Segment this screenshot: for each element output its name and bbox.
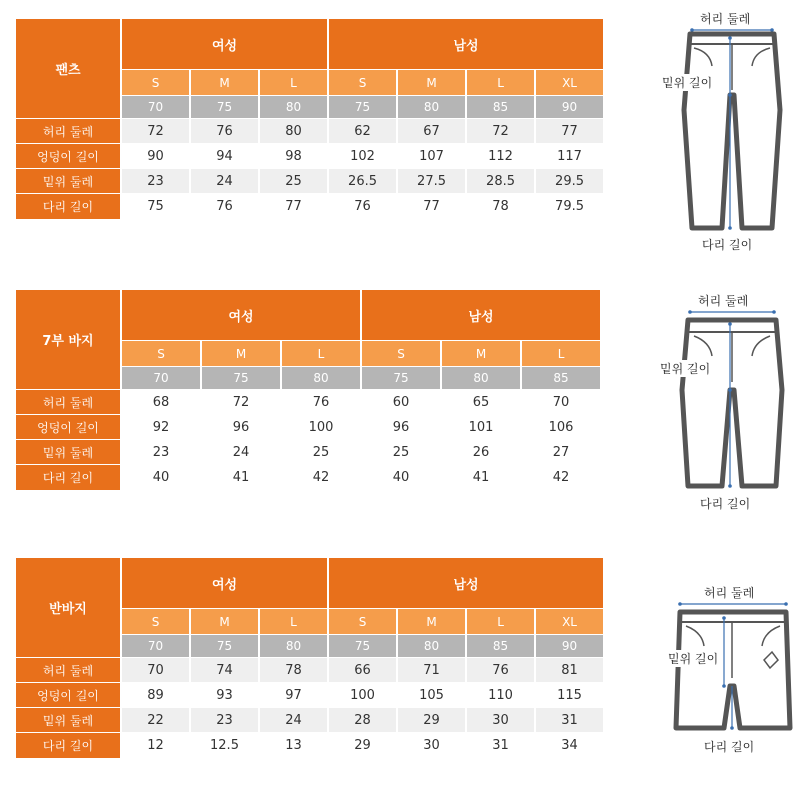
row-label: 다리 길이	[16, 465, 120, 490]
rise-label: 밑위 길이	[660, 362, 711, 376]
size-number: 80	[260, 635, 327, 657]
value-cell: 25	[392, 444, 410, 460]
size-number: 90	[536, 96, 603, 118]
value-cell: 89	[147, 687, 164, 703]
size-number: 75	[202, 367, 280, 389]
value-cell: 24	[191, 169, 258, 193]
table-title: 7부 바지	[16, 290, 120, 389]
value-cell: 72	[467, 119, 534, 143]
value-cell: 70	[552, 394, 570, 410]
value-cell: 65	[472, 394, 490, 410]
value-cell: 101	[468, 419, 494, 435]
value-cell: 76	[191, 119, 258, 143]
leg-label: 다리 길이	[702, 238, 753, 252]
value-cell: 29.5	[536, 169, 603, 193]
size-number: 70	[122, 367, 200, 389]
size-label: M	[191, 70, 258, 95]
row-label: 밑위 둘레	[16, 708, 120, 732]
size-label: L	[260, 70, 327, 95]
women-header: 여성	[122, 558, 327, 608]
value-cell: 30	[423, 738, 440, 753]
table-row	[16, 169, 603, 193]
value-cell: 66	[329, 658, 396, 682]
size-label: L	[260, 609, 327, 634]
men-header: 남성	[329, 558, 603, 608]
value-cell: 94	[216, 148, 233, 164]
size-label: L	[522, 341, 600, 366]
value-cell: 106	[548, 419, 574, 435]
value-cell: 67	[398, 119, 465, 143]
value-cell: 77	[423, 199, 440, 214]
value-cell: 29	[398, 708, 465, 732]
value-cell: 79.5	[555, 199, 584, 214]
size-table-shorts	[14, 557, 605, 759]
value-cell: 80	[260, 119, 327, 143]
value-cell: 70	[122, 658, 189, 682]
value-cell: 77	[536, 119, 603, 143]
shorts-outline-icon	[668, 582, 796, 757]
value-cell: 78	[260, 658, 327, 682]
value-cell: 60	[392, 394, 410, 410]
value-cell: 100	[350, 687, 375, 703]
value-cell: 71	[398, 658, 465, 682]
value-cell: 12.5	[210, 738, 239, 753]
row-label: 엉덩이 길이	[16, 415, 120, 439]
value-cell: 23	[122, 169, 189, 193]
value-cell: 31	[536, 708, 603, 732]
table-row	[16, 144, 603, 168]
value-cell: 24	[232, 444, 250, 460]
value-cell: 110	[488, 687, 513, 703]
size-label: S	[122, 70, 189, 95]
value-cell: 23	[191, 708, 258, 732]
size-label: S	[329, 70, 396, 95]
size-label: M	[398, 609, 465, 634]
size-number: 75	[329, 96, 396, 118]
value-cell: 90	[147, 148, 164, 164]
size-number: 80	[398, 96, 465, 118]
size-label: M	[398, 70, 465, 95]
size-label: XL	[536, 70, 603, 95]
value-cell: 76	[312, 394, 330, 410]
size-table-pants	[14, 18, 605, 220]
value-cell: 98	[285, 148, 302, 164]
size-label: XL	[536, 609, 603, 634]
rise-label: 밑위 길이	[668, 652, 719, 666]
value-cell: 115	[557, 687, 582, 703]
row-label: 다리 길이	[16, 194, 120, 219]
row-label: 허리 둘레	[16, 390, 120, 414]
value-cell: 72	[122, 119, 189, 143]
size-number: 75	[191, 96, 258, 118]
size-label: L	[467, 609, 534, 634]
leg-label: 다리 길이	[700, 497, 751, 511]
value-cell: 97	[285, 687, 302, 703]
pants-diagram	[662, 0, 792, 262]
table-title: 팬츠	[16, 19, 120, 118]
table-row	[16, 683, 603, 707]
row-label: 엉덩이 길이	[16, 683, 120, 707]
rise-label: 밑위 길이	[662, 76, 713, 90]
men-header: 남성	[362, 290, 600, 340]
size-label: M	[202, 341, 280, 366]
value-cell: 12	[147, 738, 164, 753]
size-number: 75	[329, 635, 396, 657]
value-cell: 41	[232, 470, 250, 485]
value-cell: 102	[350, 148, 375, 164]
waist-label: 허리 둘레	[704, 586, 755, 600]
size-table-cropped	[14, 289, 602, 491]
table-row	[16, 415, 600, 439]
value-cell: 93	[216, 687, 233, 703]
value-cell: 62	[329, 119, 396, 143]
value-cell: 100	[308, 419, 334, 435]
cropped-pants-diagram	[660, 290, 792, 515]
size-label: S	[362, 341, 440, 366]
value-cell: 96	[232, 419, 250, 435]
waist-label: 허리 둘레	[700, 12, 751, 26]
value-cell: 40	[392, 470, 410, 485]
row-label: 엉덩이 길이	[16, 144, 120, 168]
value-cell: 72	[232, 394, 250, 410]
size-label: S	[329, 609, 396, 634]
row-label: 밑위 둘레	[16, 169, 120, 193]
value-cell: 68	[152, 394, 170, 410]
value-cell: 13	[285, 738, 302, 753]
row-label: 다리 길이	[16, 733, 120, 758]
women-header: 여성	[122, 19, 327, 69]
table-row	[16, 194, 603, 219]
value-cell: 105	[419, 687, 444, 703]
value-cell: 75	[147, 199, 164, 214]
table-row	[16, 119, 603, 143]
value-cell: 34	[561, 738, 578, 753]
size-number: 70	[122, 635, 189, 657]
value-cell: 30	[467, 708, 534, 732]
value-cell: 28.5	[467, 169, 534, 193]
size-label: S	[122, 341, 200, 366]
table-row	[16, 658, 603, 682]
value-cell: 41	[472, 470, 490, 485]
size-number: 85	[467, 635, 534, 657]
size-number: 90	[536, 635, 603, 657]
value-cell: 25	[260, 169, 327, 193]
value-cell: 76	[216, 199, 233, 214]
table-row	[16, 733, 603, 758]
size-label: L	[282, 341, 360, 366]
row-label: 허리 둘레	[16, 658, 120, 682]
table-row	[16, 390, 600, 414]
size-label: M	[442, 341, 520, 366]
table-row	[16, 465, 600, 490]
value-cell: 27.5	[398, 169, 465, 193]
size-label: S	[122, 609, 189, 634]
size-number: 75	[191, 635, 258, 657]
value-cell: 40	[152, 470, 170, 485]
value-cell: 117	[557, 148, 582, 164]
size-number: 80	[282, 367, 360, 389]
value-cell: 23	[152, 444, 170, 460]
value-cell: 112	[488, 148, 513, 164]
value-cell: 107	[419, 148, 444, 164]
value-cell: 76	[467, 658, 534, 682]
value-cell: 26	[472, 444, 490, 460]
row-label: 허리 둘레	[16, 119, 120, 143]
size-number: 75	[362, 367, 440, 389]
value-cell: 76	[354, 199, 371, 214]
leg-label: 다리 길이	[704, 740, 755, 754]
women-header: 여성	[122, 290, 360, 340]
size-number: 80	[260, 96, 327, 118]
size-number: 80	[442, 367, 520, 389]
table-row	[16, 708, 603, 732]
size-label: L	[467, 70, 534, 95]
value-cell: 77	[285, 199, 302, 214]
value-cell: 22	[122, 708, 189, 732]
value-cell: 31	[492, 738, 509, 753]
pants-outline-icon	[672, 0, 792, 262]
shorts-diagram	[668, 582, 796, 757]
waist-label: 허리 둘레	[698, 294, 749, 308]
value-cell: 42	[312, 470, 330, 485]
men-header: 남성	[329, 19, 603, 69]
value-cell: 24	[260, 708, 327, 732]
size-number: 85	[467, 96, 534, 118]
table-title: 반바지	[16, 558, 120, 657]
value-cell: 42	[552, 470, 570, 485]
cropped-pants-outline-icon	[672, 290, 792, 515]
table-row	[16, 440, 600, 464]
value-cell: 25	[312, 444, 330, 460]
value-cell: 26.5	[329, 169, 396, 193]
size-label: M	[191, 609, 258, 634]
value-cell: 78	[492, 199, 509, 214]
value-cell: 27	[552, 444, 570, 460]
value-cell: 92	[152, 419, 170, 435]
size-number: 85	[522, 367, 600, 389]
row-label: 밑위 둘레	[16, 440, 120, 464]
value-cell: 96	[392, 419, 410, 435]
value-cell: 29	[354, 738, 371, 753]
value-cell: 81	[536, 658, 603, 682]
size-number: 70	[122, 96, 189, 118]
value-cell: 28	[329, 708, 396, 732]
value-cell: 74	[191, 658, 258, 682]
size-number: 80	[398, 635, 465, 657]
